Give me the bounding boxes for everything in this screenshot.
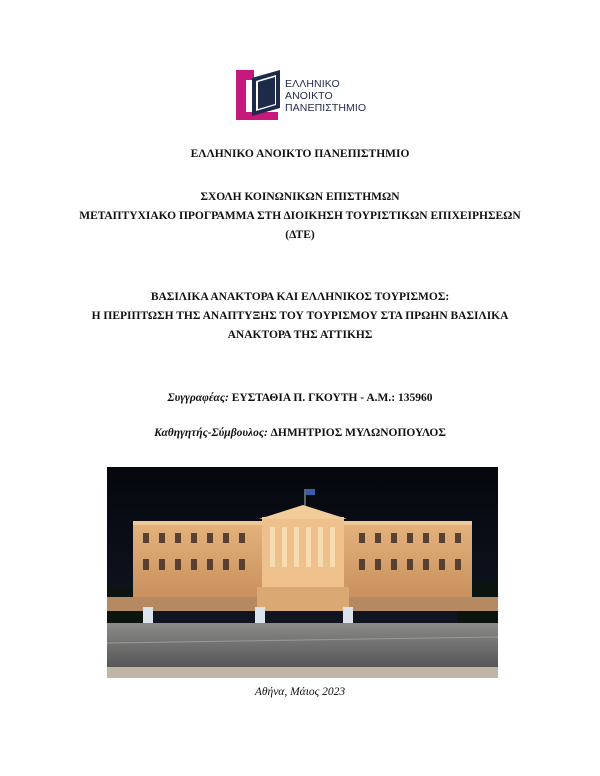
school-name: ΣΧΟΛΗ ΚΟΙΝΩΝΙΚΩΝ ΕΠΙΣΤΗΜΩΝ — [200, 191, 400, 203]
university-logo — [234, 68, 374, 122]
advisor-label: Καθηγητής-Σύμβουλος: — [154, 427, 268, 439]
logo-line-1: ΕΛΛΗΝΙΚΟ — [285, 78, 340, 90]
author-line — [0, 392, 600, 404]
thesis-title — [0, 288, 600, 345]
university-name: ΕΛΛΗΝΙΚΟ ΑΝΟΙΚΤΟ ΠΑΝΕΠΙΣΤΗΜΙΟ — [190, 148, 410, 160]
hou-logo-icon — [234, 68, 284, 122]
logo-line-2: ΑΝΟΙΚΤΟ — [285, 90, 333, 102]
program-name: ΜΕΤΑΠΤΥΧΙΑΚΟ ΠΡΟΓΡΑΜΜΑ ΣΤΗ ΔΙΟΙΚΗΣΗ ΤΟΥΡΙΣΤΙΚΩΝ ΕΠΙΧΕΙΡΗΣΕΩΝ — [79, 210, 521, 222]
logo-wordmark — [285, 78, 366, 114]
logo-line-3: ΠΑΝΕΠΙΣΤΗΜΙΟ — [285, 102, 367, 114]
advisor-line — [0, 427, 600, 439]
school-block — [0, 188, 600, 245]
thesis-title-line-3: ΑΝΑΚΤΟΡΑ ΤΗΣ ΑΤΤΙΚΗΣ — [227, 329, 373, 341]
place-date: Αθήνα, Μάιος 2023 — [254, 686, 346, 698]
parliament-photo — [107, 467, 498, 678]
program-abbreviation: (ΔΤΕ) — [285, 229, 315, 241]
author-value: ΕΥΣΤΑΘΙΑ Π. ΓΚΟΥΤΗ - Α.Μ.: 135960 — [231, 392, 433, 404]
thesis-title-line-2: Η ΠΕΡΙΠΤΩΣΗ ΤΗΣ ΑΝΑΠΤΥΞΗΣ ΤΟΥ ΤΟΥΡΙΣΜΟΥ ΣΤΑ ΠΡΩΗΝ ΒΑΣΙΛΙΚΑ — [91, 310, 509, 322]
thesis-title-line-1: ΒΑΣΙΛΙΚΑ ΑΝΑΚΤΟΡΑ ΚΑΙ ΕΛΛΗΝΙΚΟΣ ΤΟΥΡΙΣΜΟΣ: — [150, 291, 450, 303]
advisor-value: ΔΗΜΗΤΡΙΟΣ ΜΥΛΩΝΟΠΟΥΛΟΣ — [270, 427, 446, 439]
author-label: Συγγραφέας: — [167, 392, 229, 404]
building-illustration — [107, 467, 498, 678]
